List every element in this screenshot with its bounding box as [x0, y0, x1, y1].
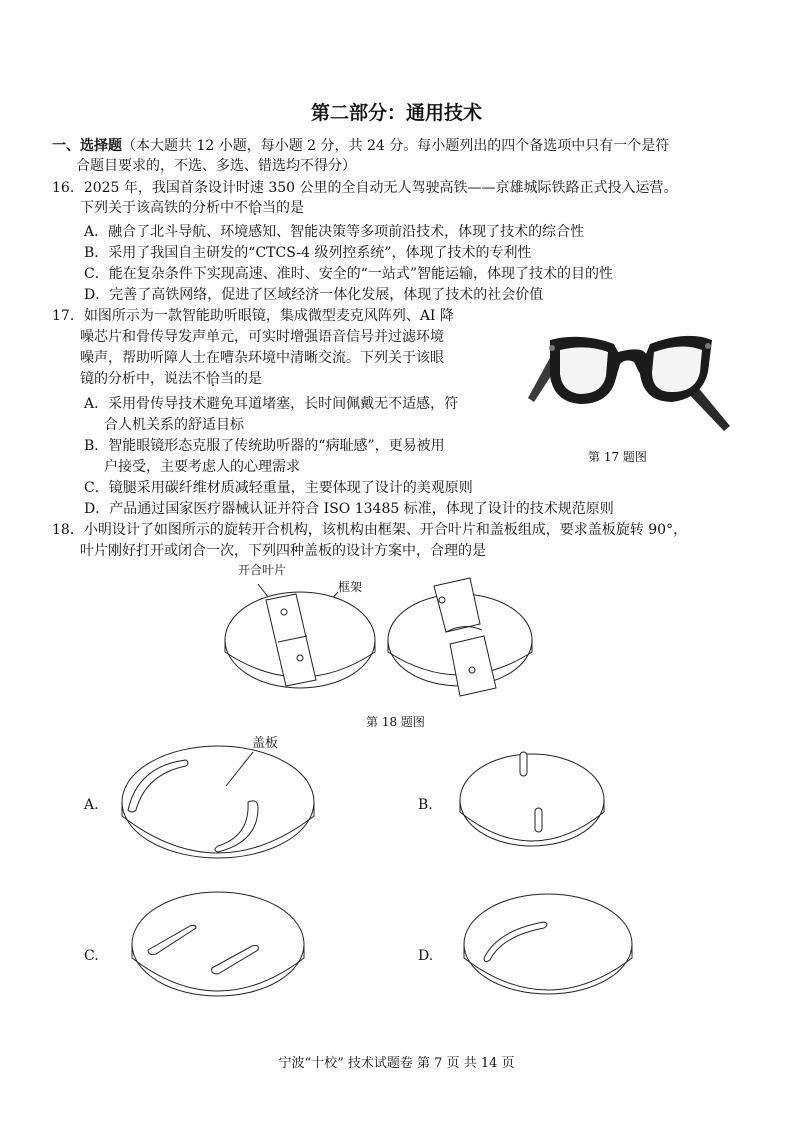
q16-option-c: C．能在复杂条件下实现高速、准时、安全的“一站式”智能运输，体现了技术的目的性 — [84, 266, 614, 282]
section-heading: 一、选择题 — [52, 138, 122, 154]
q17-stem-4-pre: 镜的分析中，说法 — [80, 371, 192, 387]
label-frame: 框架 — [338, 580, 363, 594]
q17-stem-4 — [80, 369, 262, 389]
section-desc-1: （本大题共 12 小题，每小题 2 分，共 24 分。每小题列出的四个备选项中只有一个是符 — [122, 138, 670, 154]
q16-stem-2 — [80, 198, 304, 218]
q16-stem-1: 16．2025 年，我国首条设计时速 350 公里的全自动无人驾驶高铁——京雄城际铁路正式投入运营。 — [52, 180, 678, 196]
q17-stem-1: 17．如图所示为一款智能助听眼镜，集成微型麦克风阵列、AI 降 — [52, 308, 454, 324]
q17-stem-2: 噪芯片和骨传导发声单元，可实时增强语音信号并过滤环境 — [80, 329, 444, 345]
q17-option-b-1: B．智能眼镜形态克服了传统助听器的“病耻感”，更易被用 — [84, 438, 445, 454]
label-cover: 盖板 — [252, 736, 279, 751]
q18-figure-caption: 第 18 题图 — [366, 715, 425, 729]
q17-option-d: D．产品通过国家医疗器械认证并符合 ISO 13485 标准，体现了设计的技术规范原则 — [84, 501, 614, 517]
page-footer: 宁波“十校” 技术试题卷 第 7 页 共 14 页 — [278, 1056, 515, 1071]
q18-stem-1: 18．小明设计了如图所示的旋转开合机构，该机构由框架、开合叶片和盖板组成，要求盖板旋转 90°， — [52, 522, 688, 538]
cover-option-a-figure — [108, 740, 328, 880]
label-blade: 开合叶片 — [238, 563, 287, 577]
q16-emphasis: 不恰当 — [234, 200, 276, 216]
cover-option-c-figure — [128, 886, 308, 1016]
q16-option-b: B．采用了我国自主研发的“CTCS-4 级列控系统”，体现了技术的专利性 — [84, 245, 532, 261]
q16-option-a: A．融合了北斗导航、环境感知、智能决策等多项前沿技术，体现了技术的综合性 — [84, 224, 585, 240]
q18-option-d-label: D. — [418, 948, 434, 964]
q17-option-c: C．镜腿采用碳纤维材质减轻重量，主要体现了设计的美观原则 — [84, 480, 473, 496]
q17-stem-4-post: 的是 — [234, 371, 262, 387]
page-title: 第二部分：通用技术 — [310, 102, 482, 124]
q16-option-d: D．完善了高铁网络，促进了区域经济一体化发展，体现了技术的社会价值 — [84, 287, 544, 303]
glasses-figure — [522, 318, 732, 438]
cover-option-d-figure — [458, 886, 638, 1016]
mechanism-figure — [210, 570, 530, 710]
q18-option-b-label: B. — [418, 797, 433, 813]
q17-option-a-1: A．采用骨传导技术避免耳道堵塞，长时间佩戴无不适感，符 — [84, 396, 459, 412]
q16-stem-2-post: 的是 — [276, 200, 304, 216]
q17-option-b-2: 户接受，主要考虑人的心理需求 — [104, 459, 300, 475]
q16-stem-2-pre: 下列关于该高铁的分析中 — [80, 200, 234, 216]
section-desc-2: 合题目要求的，不选、多选、错选均不得分） — [76, 158, 356, 174]
q18-option-a-label: A. — [84, 797, 99, 813]
q18-stem-2: 叶片刚好打开或闭合一次，下列四种盖板的设计方案中，合理的是 — [80, 543, 486, 559]
section-heading-line — [52, 136, 669, 156]
q17-option-a-2: 合人机关系的舒适目标 — [104, 417, 244, 433]
q17-figure-caption: 第 17 题图 — [588, 450, 647, 464]
cover-option-b-figure — [452, 746, 612, 866]
q17-emphasis: 不恰当 — [192, 371, 234, 387]
q17-stem-3: 噪声，帮助听障人士在嘈杂环境中清晰交流。下列关于该眼 — [80, 350, 444, 366]
q18-option-c-label: C. — [84, 948, 99, 964]
